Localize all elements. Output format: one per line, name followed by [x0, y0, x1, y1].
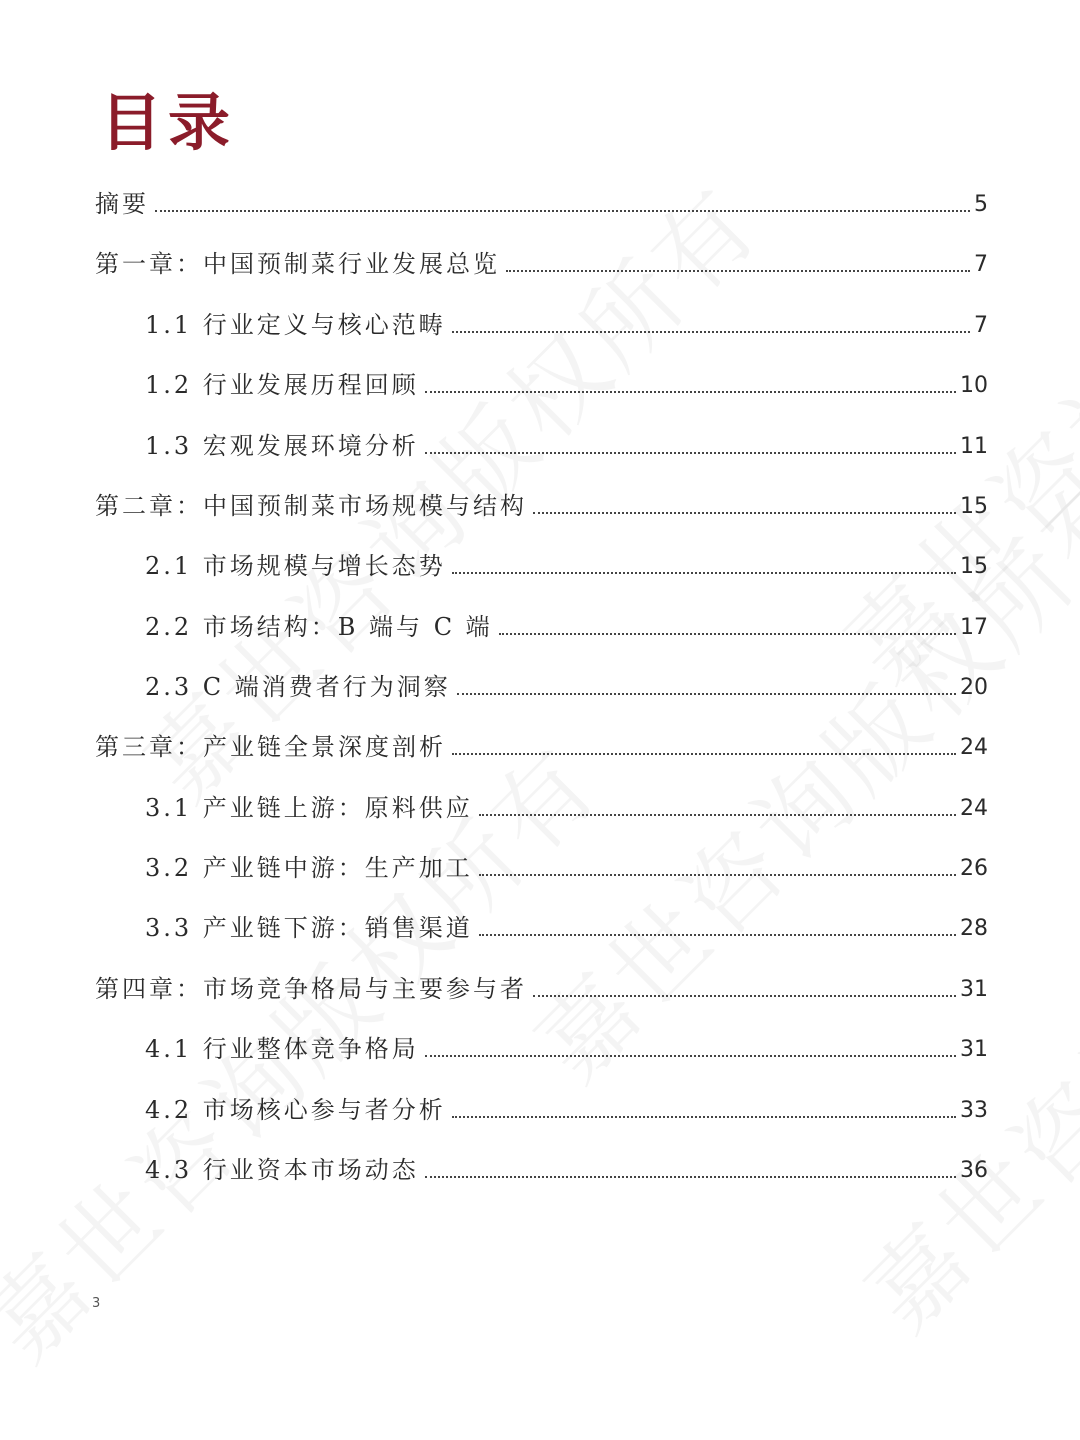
toc-entry-section-2-1[interactable] [145, 540, 988, 580]
page-number: 3 [92, 1296, 101, 1311]
toc-entry-label: 第二章：中国预制菜市场规模与结构 [95, 492, 527, 520]
toc-entry-chapter-4[interactable] [95, 963, 988, 1003]
toc-entry-label: 3.3 产业链下游：销售渠道 [145, 914, 473, 942]
toc-entry-page: 7 [974, 252, 988, 277]
toc-entry-label: 2.2 市场结构：B 端与 C 端 [145, 613, 493, 641]
toc-entry-section-3-1[interactable] [145, 782, 988, 822]
toc-entry-page: 11 [960, 434, 988, 459]
toc-entry-page: 17 [960, 615, 988, 640]
toc-entry-section-2-3[interactable] [145, 661, 988, 701]
toc-dot-leader [457, 693, 956, 695]
toc-entry-label: 4.2 市场核心参与者分析 [145, 1096, 446, 1124]
toc-entry-page: 33 [960, 1098, 988, 1123]
toc-entry-section-4-2[interactable] [145, 1084, 988, 1124]
toc-entry-label: 第三章：产业链全景深度剖析 [95, 733, 446, 761]
toc-dot-leader [479, 874, 956, 876]
toc-entry-page: 36 [960, 1158, 988, 1183]
toc-entry-label: 1.3 宏观发展环境分析 [145, 432, 419, 460]
toc-dot-leader [533, 995, 956, 997]
toc-entry-chapter-2[interactable] [95, 480, 988, 520]
toc-entry-section-4-3[interactable] [145, 1144, 988, 1184]
toc-entry-section-2-2[interactable] [145, 601, 988, 641]
toc-entry-page: 24 [960, 735, 988, 760]
toc-entry-label: 4.3 行业资本市场动态 [145, 1156, 419, 1184]
toc-entry-page: 15 [960, 554, 988, 579]
toc-dot-leader [452, 753, 956, 755]
toc-entry-section-3-3[interactable] [145, 902, 988, 942]
page-title: 目录 [100, 86, 237, 159]
toc-dot-leader [452, 331, 970, 333]
toc-entry-label: 4.1 行业整体竞争格局 [145, 1035, 419, 1063]
toc-dot-leader [425, 1055, 956, 1057]
toc-entry-label: 3.2 产业链中游：生产加工 [145, 854, 473, 882]
toc-entry-page: 15 [960, 494, 988, 519]
toc-entry-section-1-2[interactable] [145, 359, 988, 399]
toc-entry-page: 10 [960, 373, 988, 398]
toc-entry-label: 摘要 [95, 190, 149, 218]
toc-dot-leader [499, 633, 956, 635]
toc-dot-leader [425, 452, 956, 454]
toc-entry-section-1-1[interactable] [145, 299, 988, 339]
toc-dot-leader [479, 814, 956, 816]
toc-entry-label: 第四章：市场竞争格局与主要参与者 [95, 975, 527, 1003]
toc-entry-label: 3.1 产业链上游：原料供应 [145, 794, 473, 822]
toc-entry-page: 31 [960, 977, 988, 1002]
toc-dot-leader [452, 1116, 956, 1118]
toc-entry-label: 2.1 市场规模与增长态势 [145, 552, 446, 580]
toc-entry-section-4-1[interactable] [145, 1023, 988, 1063]
toc-entry-label: 第一章：中国预制菜行业发展总览 [95, 250, 500, 278]
toc-entry-label: 1.1 行业定义与核心范畴 [145, 311, 446, 339]
toc-dot-leader [533, 512, 956, 514]
toc-dot-leader [425, 391, 956, 393]
toc-entry-page: 20 [960, 675, 988, 700]
toc-entry-page: 28 [960, 916, 988, 941]
toc-dot-leader [425, 1176, 956, 1178]
toc-entry-page: 24 [960, 796, 988, 821]
toc-entry-label: 1.2 行业发展历程回顾 [145, 371, 419, 399]
toc-entry-label: 2.3 C 端消费者行为洞察 [145, 673, 451, 701]
toc-entry-section-3-2[interactable] [145, 842, 988, 882]
watermark-text [501, 432, 1080, 1106]
toc-entry-chapter-1[interactable] [95, 238, 988, 278]
toc-dot-leader [452, 572, 956, 574]
toc-entry-page: 7 [974, 313, 988, 338]
toc-entry-chapter-3[interactable] [95, 721, 988, 761]
toc-entry-section-1-3[interactable] [145, 420, 988, 460]
toc-entry-page: 31 [960, 1037, 988, 1062]
toc-dot-leader [479, 934, 956, 936]
toc-dot-leader [155, 210, 970, 212]
toc-entry-page: 26 [960, 856, 988, 881]
toc-entry-abstract[interactable] [95, 178, 988, 218]
toc-entry-page: 5 [974, 192, 988, 217]
toc-dot-leader [506, 270, 970, 272]
